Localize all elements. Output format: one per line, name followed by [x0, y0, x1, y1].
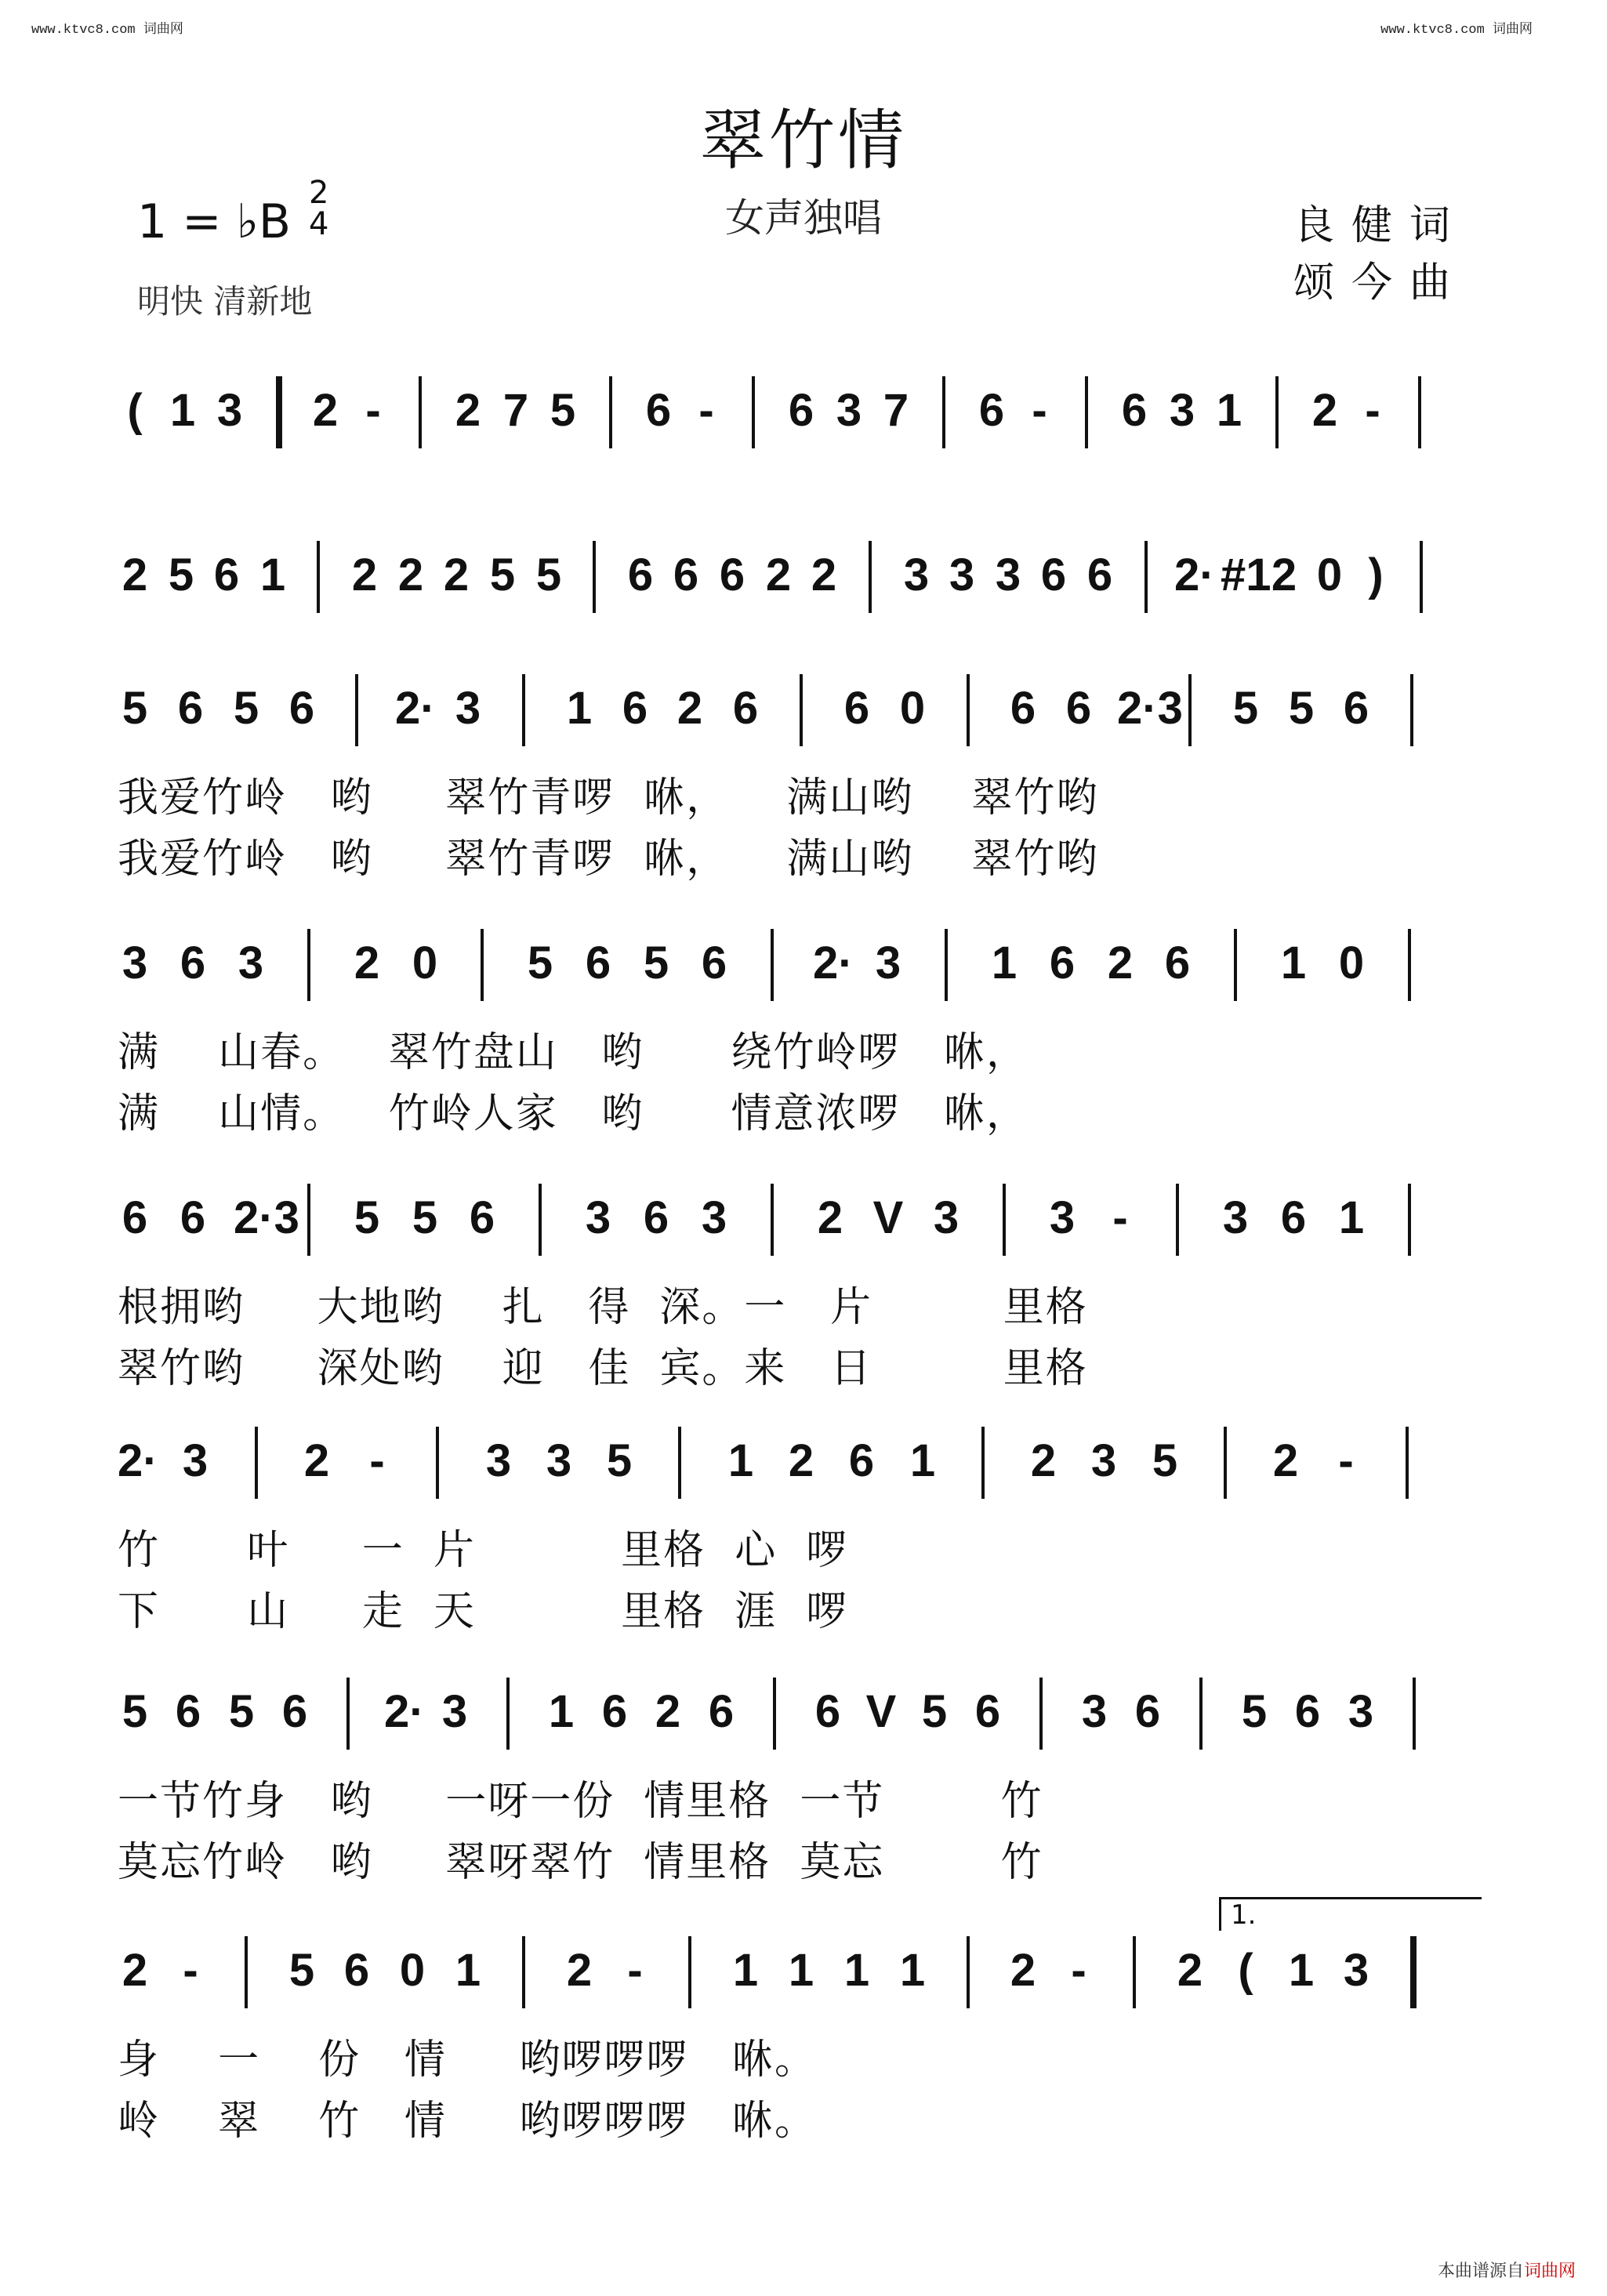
lyric-line-1: 竹 叶 一 片 里格 心 啰	[118, 1527, 849, 1574]
note: 6	[1121, 385, 1148, 436]
note: -	[698, 385, 714, 436]
note: -	[1338, 1435, 1354, 1486]
note: 6	[343, 1945, 370, 1996]
note: 1	[732, 1945, 759, 1996]
note: 2	[354, 938, 380, 988]
barline	[245, 1936, 248, 2008]
barline	[1406, 1427, 1409, 1499]
lyric-line-2: 下 山 走 天 里格 涯 啰	[118, 1588, 849, 1635]
score-row	[118, 1427, 1489, 1497]
footer-prefix: 本曲谱源自	[1437, 2262, 1524, 2281]
note: 6	[1086, 550, 1113, 600]
note: 5	[122, 683, 148, 734]
note: 3	[455, 683, 481, 734]
note: 0	[412, 938, 438, 988]
barline	[1275, 376, 1279, 448]
barline	[800, 674, 803, 746]
barline	[942, 376, 945, 448]
tempo-marking: 明快 清新地	[137, 282, 313, 321]
barline	[1234, 929, 1237, 1001]
note: 3	[485, 1435, 512, 1486]
site-watermark-left: www.ktvc8.com 词曲网	[31, 23, 183, 38]
note: -	[369, 1435, 385, 1486]
time-signature-bottom: 4	[309, 206, 329, 242]
note: 6	[213, 550, 240, 600]
note: 5	[233, 683, 259, 734]
lyric-line-1: 我爱竹岭 哟 翠竹青啰 咻， 满山哟 翠竹哟	[118, 774, 1099, 822]
note: 6	[1164, 938, 1191, 988]
note: 1	[455, 1945, 481, 1996]
note: 2	[811, 550, 837, 600]
note: 6	[281, 1686, 308, 1737]
note: 3	[949, 550, 975, 600]
barline	[1410, 1936, 1417, 2008]
lyric-line-2: 莫忘竹岭 哟 翠呀翠竹 情里格 莫忘 竹	[118, 1839, 1043, 1886]
note: 6	[1134, 1686, 1161, 1737]
barline	[1188, 674, 1192, 746]
note: 6	[701, 938, 727, 988]
barline	[317, 541, 320, 613]
barline	[346, 1678, 350, 1750]
barline	[1418, 376, 1421, 448]
note: -	[1112, 1192, 1128, 1243]
barline	[1085, 376, 1088, 448]
note: 1	[169, 385, 196, 436]
note: 0	[399, 1945, 426, 1996]
barline	[307, 929, 310, 1001]
note: 6	[978, 385, 1005, 436]
note: 2·3	[234, 1192, 299, 1243]
note: 6	[622, 683, 648, 734]
note: 6	[1280, 1192, 1307, 1243]
score-row	[118, 541, 1489, 611]
note: 6	[843, 683, 870, 734]
note: (	[127, 385, 143, 436]
barline	[1224, 1427, 1227, 1499]
note: 5	[921, 1686, 948, 1737]
note: 3	[546, 1435, 572, 1486]
note: 6	[180, 938, 206, 988]
note: 2	[443, 550, 470, 600]
note: 6	[788, 385, 814, 436]
barline	[1133, 1936, 1136, 2008]
barline	[981, 1427, 985, 1499]
barline	[1144, 541, 1148, 613]
note: 2·	[395, 683, 436, 734]
barline	[506, 1678, 510, 1750]
note: 6	[732, 683, 759, 734]
note: 5	[1241, 1686, 1268, 1737]
note: (	[1238, 1945, 1253, 1996]
note: 6	[814, 1686, 841, 1737]
barline	[869, 541, 872, 613]
note: 6	[848, 1435, 875, 1486]
note: 0	[1316, 550, 1343, 600]
barline	[593, 541, 596, 613]
footer-credit	[1438, 2258, 1576, 2282]
barline	[522, 1936, 525, 2008]
note: 3	[1049, 1192, 1076, 1243]
note: 5	[535, 550, 562, 600]
barline	[609, 376, 612, 448]
note: 6	[974, 1686, 1001, 1737]
note: 3	[1090, 1435, 1117, 1486]
composer-credit: 颂今曲	[1293, 259, 1467, 306]
note: 2	[397, 550, 424, 600]
song-subtitle: 女声独唱	[725, 195, 882, 241]
note: 5	[527, 938, 553, 988]
barline	[1199, 1678, 1203, 1750]
barline	[255, 1427, 258, 1499]
note: 2	[122, 1945, 148, 1996]
note: 2	[1030, 1435, 1057, 1486]
note: 1	[1280, 938, 1307, 988]
note: 3	[1222, 1192, 1249, 1243]
barline	[752, 376, 755, 448]
score-row	[118, 376, 1489, 447]
note: 5	[643, 938, 669, 988]
note: 5	[354, 1192, 380, 1243]
note: 2	[817, 1192, 843, 1243]
note: 3	[585, 1192, 611, 1243]
note: 5	[288, 1945, 315, 1996]
note: 6	[645, 385, 672, 436]
note: 6	[601, 1686, 628, 1737]
lyric-line-1: 一节竹身 哟 一呀一份 情里格 一节 竹	[118, 1778, 1043, 1825]
note: 6	[1049, 938, 1076, 988]
barline	[355, 674, 358, 746]
score-row	[118, 1678, 1489, 1748]
note: )	[1368, 550, 1384, 600]
note: 6	[469, 1192, 495, 1243]
note: 2	[1177, 1945, 1203, 1996]
lyric-line-2: 岭 翠 竹 情 哟啰啰啰 咻。	[118, 2098, 818, 2145]
note: 2	[566, 1945, 593, 1996]
note: 2·	[813, 938, 854, 988]
note: 2	[455, 385, 481, 436]
note: 6	[177, 683, 204, 734]
key-signature: 1 = ♭B	[137, 194, 292, 249]
note: V	[865, 1686, 897, 1737]
note: 3	[995, 550, 1021, 600]
note: -	[1071, 1945, 1086, 1996]
barline	[1408, 1184, 1411, 1256]
barline	[436, 1427, 439, 1499]
note: 2	[1311, 385, 1338, 436]
note: 6	[1040, 550, 1067, 600]
note: 5	[1288, 683, 1315, 734]
note: 2	[1010, 1945, 1036, 1996]
note: 1	[548, 1686, 575, 1737]
note: 5	[606, 1435, 633, 1486]
footer-site: 词曲网	[1523, 2262, 1576, 2281]
barline	[1413, 1678, 1416, 1750]
barline	[307, 1184, 310, 1256]
note: 5	[228, 1686, 255, 1737]
barline	[419, 376, 422, 448]
note: 6	[1343, 683, 1369, 734]
note: 5	[1152, 1435, 1178, 1486]
note: 1	[727, 1435, 754, 1486]
barline	[522, 674, 525, 746]
note: -	[183, 1945, 198, 1996]
barline	[771, 929, 774, 1001]
lyric-line-2: 翠竹哟 深处哟 迎 佳 宾。来 日 里格	[118, 1345, 1088, 1392]
note: 2·	[118, 1435, 158, 1486]
note: 7	[502, 385, 529, 436]
lyric-line-1: 满 山春。 翠竹盘山 哟 绕竹岭啰 咻，	[118, 1029, 1029, 1076]
barline	[1039, 1678, 1043, 1750]
note: 5	[1232, 683, 1259, 734]
note: 7	[883, 385, 909, 436]
note: 2	[655, 1686, 681, 1737]
note: -	[1365, 385, 1380, 436]
note: V	[872, 1192, 904, 1243]
barline	[539, 1184, 542, 1256]
barline	[1410, 674, 1413, 746]
note: 2	[765, 550, 792, 600]
barline	[773, 1678, 776, 1750]
note: 1	[843, 1945, 870, 1996]
note: 6	[643, 1192, 669, 1243]
time-signature	[309, 177, 328, 240]
barline	[967, 674, 970, 746]
note: 6	[708, 1686, 735, 1737]
note: 6	[122, 1192, 148, 1243]
note: 3	[1081, 1686, 1108, 1737]
song-title: 翠竹情	[699, 102, 907, 179]
note: 2	[312, 385, 339, 436]
score-row	[118, 1936, 1489, 2007]
barline	[276, 376, 282, 448]
note: 1	[259, 550, 286, 600]
note: 3	[238, 938, 264, 988]
note: 6	[175, 1686, 201, 1737]
note: 2	[351, 550, 378, 600]
time-signature-top: 2	[309, 175, 329, 211]
lyric-line-2: 满 山情。 竹岭人家 哟 情意浓啰 咻，	[118, 1090, 1029, 1137]
note: 1	[1288, 1945, 1315, 1996]
note: 3	[441, 1686, 468, 1737]
note: 3	[122, 938, 148, 988]
note: 3	[701, 1192, 727, 1243]
note: 3	[1169, 385, 1195, 436]
note: 2	[1107, 938, 1134, 988]
note: 5	[122, 1686, 148, 1737]
barline	[678, 1427, 681, 1499]
barline	[967, 1936, 970, 2008]
note: 2	[788, 1435, 814, 1486]
note: -	[627, 1945, 643, 1996]
lyricist-credit: 良健词	[1293, 202, 1467, 249]
note: 3	[216, 385, 243, 436]
barline	[1003, 1184, 1006, 1256]
barline	[1176, 1184, 1179, 1256]
note: 6	[719, 550, 745, 600]
note: 6	[1010, 683, 1036, 734]
note: 3	[933, 1192, 959, 1243]
note: 6	[1294, 1686, 1321, 1737]
note: 1	[566, 683, 593, 734]
barline	[771, 1184, 774, 1256]
note: 1	[788, 1945, 814, 1996]
note: 3	[1348, 1686, 1374, 1737]
note: #1	[1221, 550, 1271, 600]
barline	[945, 929, 948, 1001]
score-row	[118, 1184, 1489, 1254]
volta-bracket: 1.	[1219, 1897, 1482, 1931]
note: 3	[1343, 1945, 1369, 1996]
note: 1	[899, 1945, 926, 1996]
barline	[688, 1936, 691, 2008]
note: 5	[550, 385, 576, 436]
note: 3	[875, 938, 901, 988]
score-row	[118, 674, 1489, 745]
barline	[481, 929, 484, 1001]
note: 6	[288, 683, 315, 734]
note: 6	[180, 1192, 206, 1243]
note: 1	[991, 938, 1018, 988]
note: 2·	[384, 1686, 425, 1737]
note: 2	[303, 1435, 330, 1486]
note: 6	[585, 938, 611, 988]
note: 3	[182, 1435, 209, 1486]
note: 2	[1271, 550, 1297, 600]
barline	[1420, 541, 1423, 613]
score-row	[118, 929, 1489, 999]
note: 2	[122, 550, 148, 600]
note: 3	[903, 550, 930, 600]
note: 6	[627, 550, 654, 600]
note: 5	[489, 550, 516, 600]
note: -	[1032, 385, 1047, 436]
note: 2·	[1174, 550, 1215, 600]
note: 6	[673, 550, 699, 600]
note: 1	[1338, 1192, 1365, 1243]
note: 2·3	[1117, 683, 1183, 734]
note: 6	[1065, 683, 1092, 734]
note: 2	[1272, 1435, 1299, 1486]
note: 3	[836, 385, 862, 436]
note: 1	[1216, 385, 1242, 436]
note: 5	[412, 1192, 438, 1243]
note: 0	[1338, 938, 1365, 988]
lyric-line-1: 身 一 份 情 哟啰啰啰 咻。	[118, 2037, 818, 2084]
note: 5	[168, 550, 194, 600]
lyric-line-1: 根拥哟 大地哟 扎 得 深。一 片 里格	[118, 1284, 1088, 1331]
site-watermark-right: www.ktvc8.com 词曲网	[1380, 23, 1533, 38]
note: 2	[677, 683, 703, 734]
note: 1	[909, 1435, 936, 1486]
barline	[1408, 929, 1411, 1001]
note: 0	[899, 683, 926, 734]
lyric-line-2: 我爱竹岭 哟 翠竹青啰 咻， 满山哟 翠竹哟	[118, 836, 1099, 883]
note: -	[365, 385, 381, 436]
